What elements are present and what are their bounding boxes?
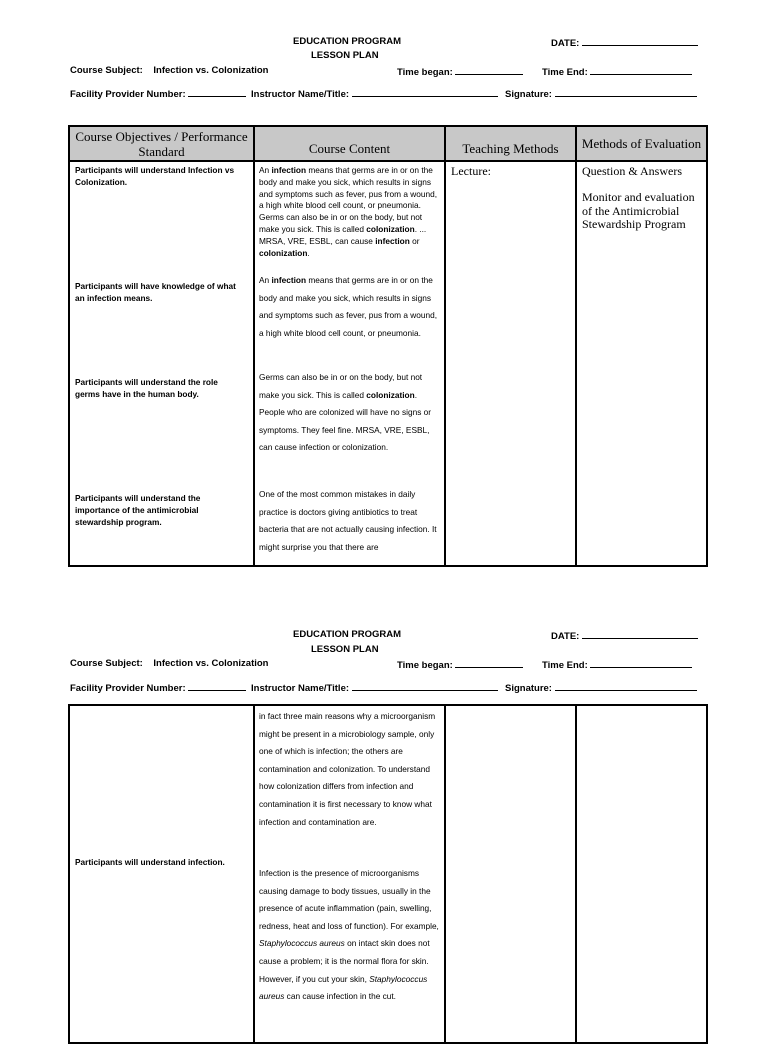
signature-blank-2 xyxy=(555,681,697,691)
teaching-method: Lecture: xyxy=(451,164,491,178)
instructor-label-2: Instructor Name/Title: xyxy=(251,683,350,694)
program-title: EDUCATION PROGRAM xyxy=(293,36,402,47)
content-cell xyxy=(254,161,445,566)
objective-1: Participants will understand Infection vs Colonization. xyxy=(75,165,235,187)
course-subject-value: Infection vs. Colonization xyxy=(153,65,269,76)
signature-blank xyxy=(555,87,697,97)
signature-field xyxy=(505,87,697,100)
content-paragraph-1: An infection means that germs are in or on the body and make you sick, which results in signs and symptoms such as fever, pus from a wound, a high white blood cell count, or pneumonia. Germs can also be in or on the body, but not make you sick. This is called colonization. ... MRSA, VRE, ESBL, can cause infection or colonization. xyxy=(259,165,438,258)
objective-2: Participants will have knowledge of what an infection means. xyxy=(75,281,236,303)
evaluation-2: Monitor and evaluation of the Antimicrobial Stewardship Program xyxy=(582,190,695,231)
facility-label: Facility Provider Number: xyxy=(70,89,186,100)
facility-label-2: Facility Provider Number: xyxy=(70,683,186,694)
facility-blank xyxy=(188,87,246,97)
instructor-blank-2 xyxy=(352,681,498,691)
evaluation-cell-2 xyxy=(576,705,707,1043)
time-began-label-2: Time began: xyxy=(397,660,453,671)
evaluation-1: Question & Answers xyxy=(582,164,682,178)
methods-cell xyxy=(445,161,576,566)
course-subject-value-2: Infection vs. Colonization xyxy=(153,658,269,669)
time-began-blank-2 xyxy=(455,658,523,668)
objective-3: Participants will understand the role germs have in the human body. xyxy=(75,377,218,399)
signature-label: Signature: xyxy=(505,89,552,100)
lesson-plan-table-2 xyxy=(68,704,708,1044)
header-objectives: Course Objectives / Performance Standard xyxy=(69,126,254,161)
date-label-2: DATE: xyxy=(551,631,580,642)
time-end-blank xyxy=(590,65,692,75)
instructor-field xyxy=(251,87,498,100)
evaluation-cell xyxy=(576,161,707,566)
lesson-plan-table xyxy=(68,125,708,567)
header-content: Course Content xyxy=(254,126,445,161)
methods-cell-2 xyxy=(445,705,576,1043)
time-began-label: Time began: xyxy=(397,67,453,78)
course-subject xyxy=(70,65,268,76)
time-began-field xyxy=(397,65,523,78)
signature-field-2 xyxy=(505,681,697,694)
objectives-cell-2 xyxy=(69,705,254,1043)
facility-field xyxy=(70,87,246,100)
content-paragraph-5: in fact three main reasons why a microorganism might be present in a microbiology sample, only one of which is infection; the others are contamination and colonization. To understand how colonization differs from infection and contamination it is first necessary to know what infection and contamination are. xyxy=(259,711,436,827)
content-paragraph-6: Infection is the presence of microorganisms causing damage to body tissues, usually in the presence of acute inflammation (pain, swelling, redness, heat and loss of function). For example, Staphylococcus aureus on intact skin does not cause a problem; it is the normal flora for skin. However, if you cut your skin, Staphylococcus aureus can cause infection in the cut. xyxy=(259,868,439,1002)
time-began-blank xyxy=(455,65,523,75)
time-end-label: Time End: xyxy=(542,67,588,78)
course-subject-label: Course Subject: xyxy=(70,65,143,76)
objectives-cell xyxy=(69,161,254,566)
instructor-field-2 xyxy=(251,681,498,694)
instructor-blank xyxy=(352,87,498,97)
time-end-field xyxy=(542,65,692,78)
header-evaluation: Methods of Evaluation xyxy=(576,126,707,161)
time-end-blank-2 xyxy=(590,658,692,668)
content-cell-2 xyxy=(254,705,445,1043)
time-end-label-2: Time End: xyxy=(542,660,588,671)
content-paragraph-4: One of the most common mistakes in daily practice is doctors giving antibiotics to treat bacteria that are not actually causing infection. It might surprise you that there are xyxy=(259,489,437,552)
course-subject-2 xyxy=(70,658,268,669)
facility-field-2 xyxy=(70,681,246,694)
header-methods: Teaching Methods xyxy=(445,126,576,161)
course-subject-label-2: Course Subject: xyxy=(70,658,143,669)
date-label: DATE: xyxy=(551,38,580,49)
objective-infection: Participants will understand infection. xyxy=(75,857,225,867)
date-blank-2 xyxy=(582,629,698,639)
time-began-field-2 xyxy=(397,658,523,671)
lesson-plan-title-2: LESSON PLAN xyxy=(311,644,379,655)
date-field xyxy=(551,36,698,49)
date-blank xyxy=(582,36,698,46)
instructor-label: Instructor Name/Title: xyxy=(251,89,350,100)
lesson-plan-title: LESSON PLAN xyxy=(311,50,379,61)
time-end-field-2 xyxy=(542,658,692,671)
facility-blank-2 xyxy=(188,681,246,691)
content-paragraph-3: Germs can also be in or on the body, but not make you sick. This is called colonization. People who are colonized will have no signs or symptoms. They feel fine. MRSA, VRE, ESBL, can cause infection or colonization. xyxy=(259,372,432,453)
program-title-2: EDUCATION PROGRAM xyxy=(293,629,402,640)
content-paragraph-2: An infection means that germs are in or on the body and make you sick, which results in signs and symptoms such as fever, pus from a wound, a high white blood cell count, or pneumonia. xyxy=(259,275,438,338)
signature-label-2: Signature: xyxy=(505,683,552,694)
date-field-2 xyxy=(551,629,698,642)
objective-4: Participants will understand the importance of the antimicrobial stewardship program. xyxy=(75,493,201,527)
